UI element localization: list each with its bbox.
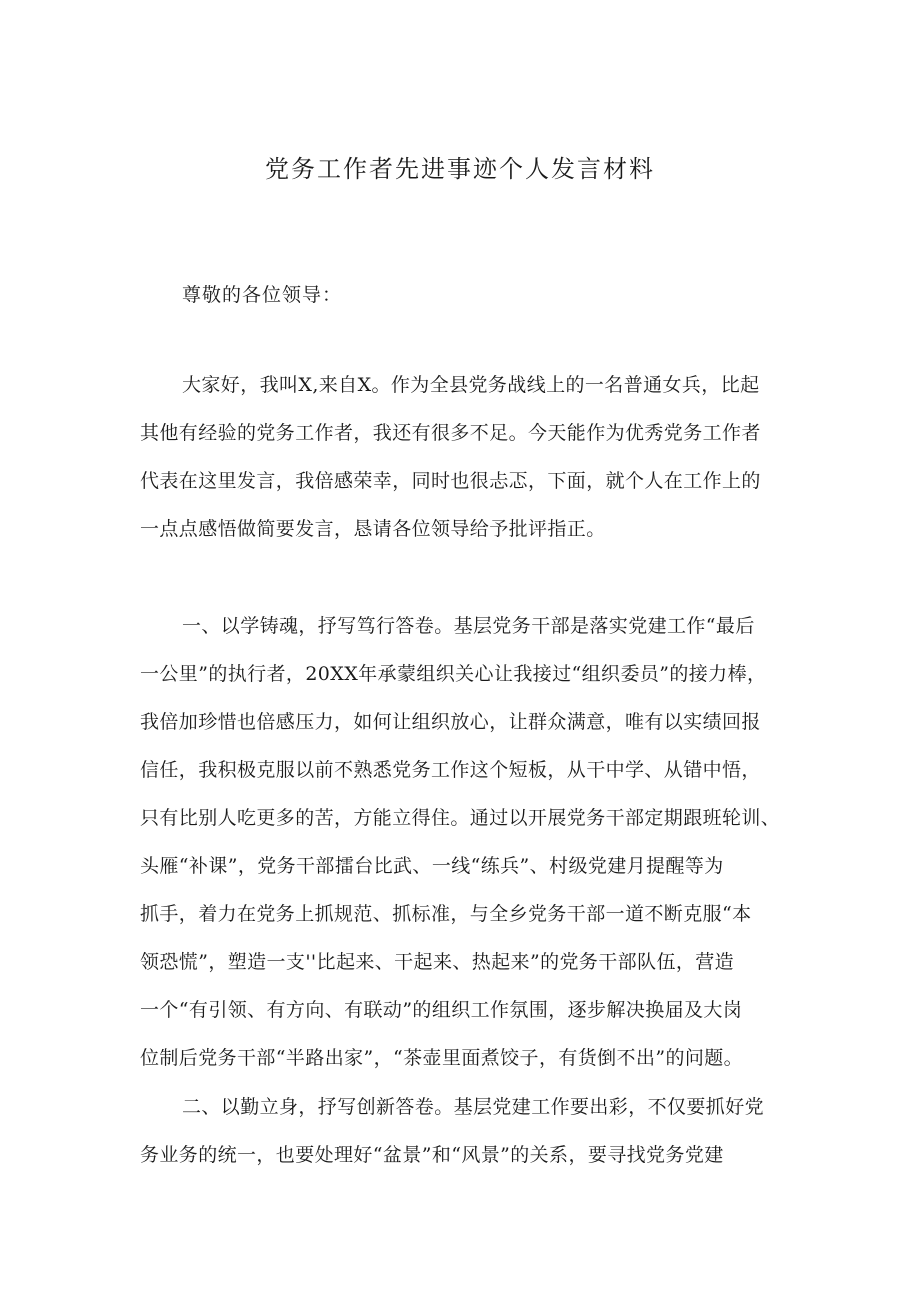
paragraph-line: 一点点感悟做简要发言，恳请各位领导给予批评指正。 bbox=[140, 518, 606, 540]
paragraph-line: 务业务的统一，也要处理好“盆景”和“风景”的关系，要寻找党务党建 bbox=[140, 1144, 724, 1166]
paragraph-line: 一个“有引领、有方向、有联动”的组织工作氛围，逐步解决换届及大岗 bbox=[140, 999, 743, 1021]
paragraph-line: 其他有经验的党务工作者，我还有很多不足。今天能作为优秀党务工作者 bbox=[140, 422, 761, 444]
paragraph-line: 头雁“补课”，党务干部擂台比武、一线“练兵”、村级党建月提醒等为 bbox=[140, 855, 724, 877]
paragraph-line: 大家好，我叫X,来自X。作为全县党务战线上的一名普通女兵，比起 bbox=[182, 374, 760, 396]
paragraph-line: 一公里”的执行者，20XX年承蒙组织关心让我接过“组织委员”的接力棒， bbox=[140, 663, 767, 685]
paragraph-line: 代表在这里发言，我倍感荣幸，同时也很忐忑，下面，就个人在工作上的 bbox=[140, 470, 761, 492]
paragraph-line: 一、以学铸魂，抒写笃行答卷。基层党务干部是落实党建工作“最后 bbox=[182, 615, 755, 637]
document-title: 党务工作者先进事迹个人发言材料 bbox=[265, 155, 655, 183]
paragraph-line: 二、以勤立身，抒写创新答卷。基层党建工作要出彩，不仅要抓好党 bbox=[182, 1096, 765, 1118]
paragraph-line: 我倍加珍惜也倍感压力，如何让组织放心，让群众满意，唯有以实绩回报 bbox=[140, 711, 761, 733]
paragraph-line: 只有比别人吃更多的苦，方能立得住。通过以开展党务干部定期跟班轮训、 bbox=[140, 807, 780, 829]
paragraph-line: 领恐慌”，塑造一支''比起来、干起来、热起来”的党务干部队伍，营造 bbox=[140, 951, 735, 973]
paragraph-line: 抓手，着力在党务上抓规范、抓标准，与全乡党务干部一道不断克服“本 bbox=[140, 903, 752, 925]
paragraph-line: 位制后党务干部“半路出家”，“茶壶里面煮饺子，有货倒不出”的问题。 bbox=[140, 1047, 744, 1069]
salutation: 尊敬的各位领导： bbox=[182, 284, 343, 306]
paragraph-line: 信任，我积极克服以前不熟悉党务工作这个短板，从干中学、从错中悟， bbox=[140, 759, 761, 781]
